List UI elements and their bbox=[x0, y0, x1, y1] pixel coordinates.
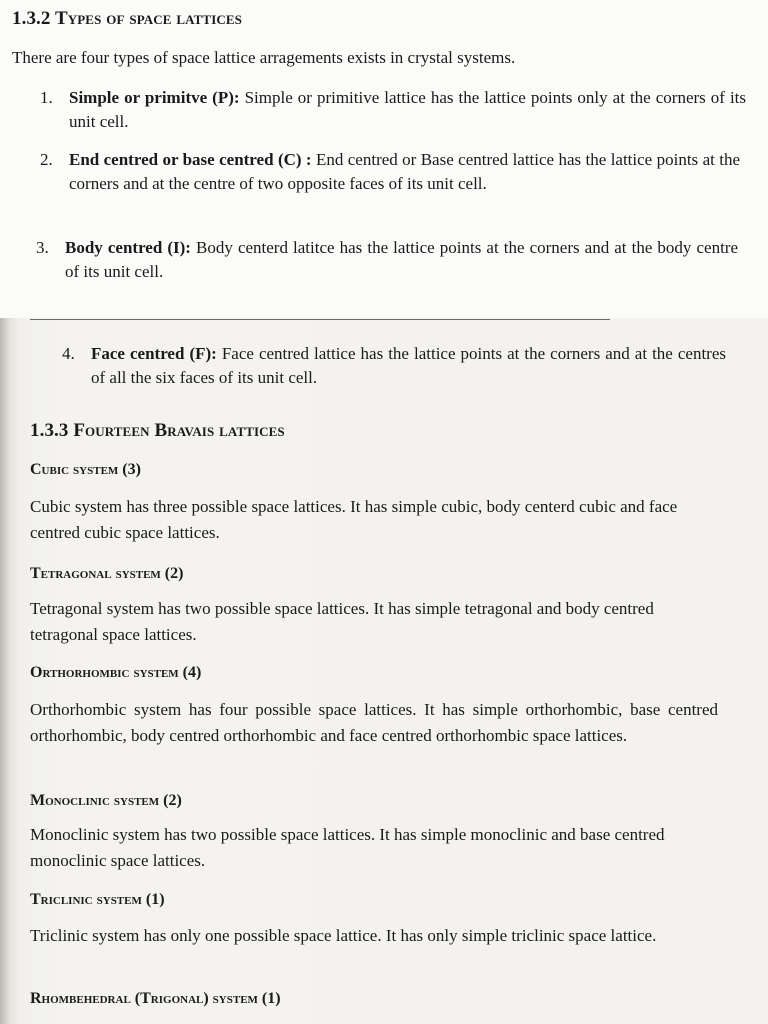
paragraph-monoclinic-system: Monoclinic system has two possible space lattices. It has simple monoclinic and base centred monoclinic space lattices. bbox=[30, 825, 665, 870]
subheading-triclinic-system: Triclinic system (1) bbox=[30, 891, 165, 908]
list-item-face-centred bbox=[62, 342, 726, 390]
list-item-base-centred bbox=[40, 148, 740, 196]
list-text: End centred or Base centred lattice has the lattice points at the corners and at the centre of two opposite faces of its unit cell. bbox=[69, 150, 740, 193]
list-term: Simple or primitve (P): bbox=[69, 88, 240, 107]
list-term: Face centred (F): bbox=[91, 344, 217, 363]
list-item-body-centred bbox=[36, 236, 738, 284]
list-text: Simple or primitive lattice has the lattice points only at the corners of its unit cell. bbox=[69, 88, 747, 131]
section-intro: There are four types of space lattice arragements exists in crystal systems. bbox=[12, 48, 516, 67]
list-number: 1. bbox=[40, 88, 53, 107]
list-term: Body centred (I): bbox=[65, 238, 191, 257]
paragraph-triclinic-system: Triclinic system has only one possible space lattice. It has only simple triclinic space lattice. bbox=[30, 926, 657, 945]
subheading-monoclinic-system: Monoclinic system (2) bbox=[30, 792, 182, 809]
list-text: Face centred lattice has the lattice points at the corners and at the centres of all the six faces of its unit cell. bbox=[91, 344, 726, 387]
list-term: End centred or base centred (C) : bbox=[69, 150, 312, 169]
subheading-cubic-system: Cubic system (3) bbox=[30, 461, 141, 478]
list-number: 2. bbox=[40, 150, 53, 169]
paragraph-cubic-system: Cubic system has three possible space lattices. It has simple cubic, body centerd cubic and face centred cubic space lattices. bbox=[30, 497, 678, 542]
section-heading-fourteen-bravais-lattices: 1.3.3 Fourteen Bravais lattices bbox=[30, 420, 285, 441]
divider-line bbox=[30, 319, 610, 320]
subheading-orthorhombic-system: Orthorhombic system (4) bbox=[30, 664, 202, 681]
subheading-rhombohedral-system: Rhombehedral (Trigonal) system (1) bbox=[30, 990, 281, 1007]
list-item-primitive bbox=[40, 86, 746, 134]
list-text: Body centerd latitce has the lattice points at the corners and at the body centre of its unit cell. bbox=[65, 238, 739, 281]
list-number: 4. bbox=[62, 344, 75, 363]
subheading-tetragonal-system: Tetragonal system (2) bbox=[30, 565, 184, 582]
paragraph-tetragonal-system: Tetragonal system has two possible space lattices. It has simple tetragonal and body centred tetragonal space lattices. bbox=[30, 599, 654, 644]
paragraph-orthorhombic-system: Orthorhombic system has four possible space lattices. It has simple orthorhombic, base centred orthorhombic, body centred orthorhombic and face centred orthorhombic space lattices. bbox=[30, 700, 718, 745]
list-number: 3. bbox=[36, 238, 49, 257]
section-heading-types-of-space-lattices: 1.3.2 Types of space lattices bbox=[12, 8, 242, 29]
